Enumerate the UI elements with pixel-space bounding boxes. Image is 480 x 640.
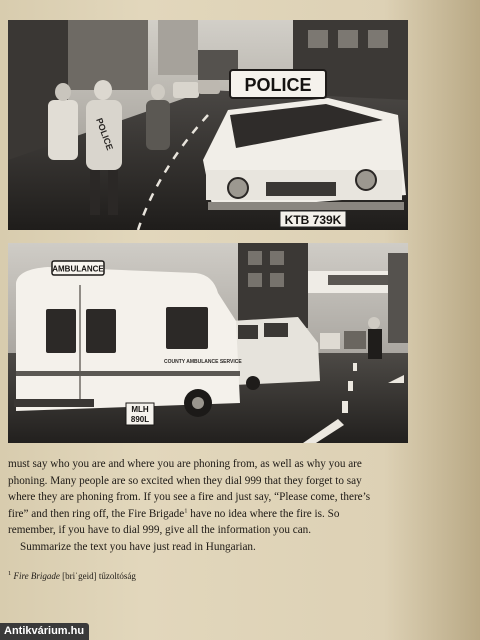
footnote bbox=[8, 570, 408, 582]
footnote-reference: 1 bbox=[184, 507, 188, 515]
footnote-term: Fire Brigade bbox=[13, 571, 60, 581]
footnote-pronunciation: [briˈgeid] bbox=[62, 571, 97, 581]
text-line-3: where they are phoning from. If you see a fire and just say, “Please come, there’s bbox=[8, 491, 371, 504]
footnote-translation: tűzoltóság bbox=[98, 571, 136, 581]
body-text bbox=[8, 456, 408, 556]
exercise-instruction: Summarize the text you have just read in Hungarian. bbox=[20, 540, 256, 553]
ambulance-roof-sign: AMBULANCE bbox=[52, 264, 104, 274]
ambulance-photo bbox=[8, 243, 408, 443]
officer-vest-text: POLICE bbox=[94, 116, 115, 152]
ambulance bbox=[14, 261, 242, 425]
text-line-4 bbox=[8, 506, 408, 523]
ambulance-side-text: COUNTY AMBULANCE SERVICE bbox=[164, 359, 242, 365]
text-line-1: must say who you are and where you are phoning from, as well as why you are bbox=[8, 458, 362, 470]
text-line-4-end: have no idea where the fire is. So bbox=[187, 507, 340, 520]
ambulance-plate-line1: MLH bbox=[131, 405, 149, 414]
text-line-2: phoning. Many people are so excited when they dial 999 that they forget to say bbox=[8, 474, 362, 487]
footnote-mark: 1 bbox=[8, 570, 12, 577]
police-license-plate: KTB 739K bbox=[284, 213, 342, 227]
text-line-4-start: fire” and then ring off, the Fire Brigade bbox=[8, 507, 185, 520]
text-line-5: remember, if you have to dial 999, give all the information you can. bbox=[8, 524, 312, 537]
police-car-photo bbox=[8, 20, 408, 230]
police-roof-sign: POLICE bbox=[244, 75, 312, 95]
ambulance-plate-line2: 890L bbox=[130, 415, 150, 424]
watermark: Antikvárium.hu bbox=[0, 623, 89, 640]
